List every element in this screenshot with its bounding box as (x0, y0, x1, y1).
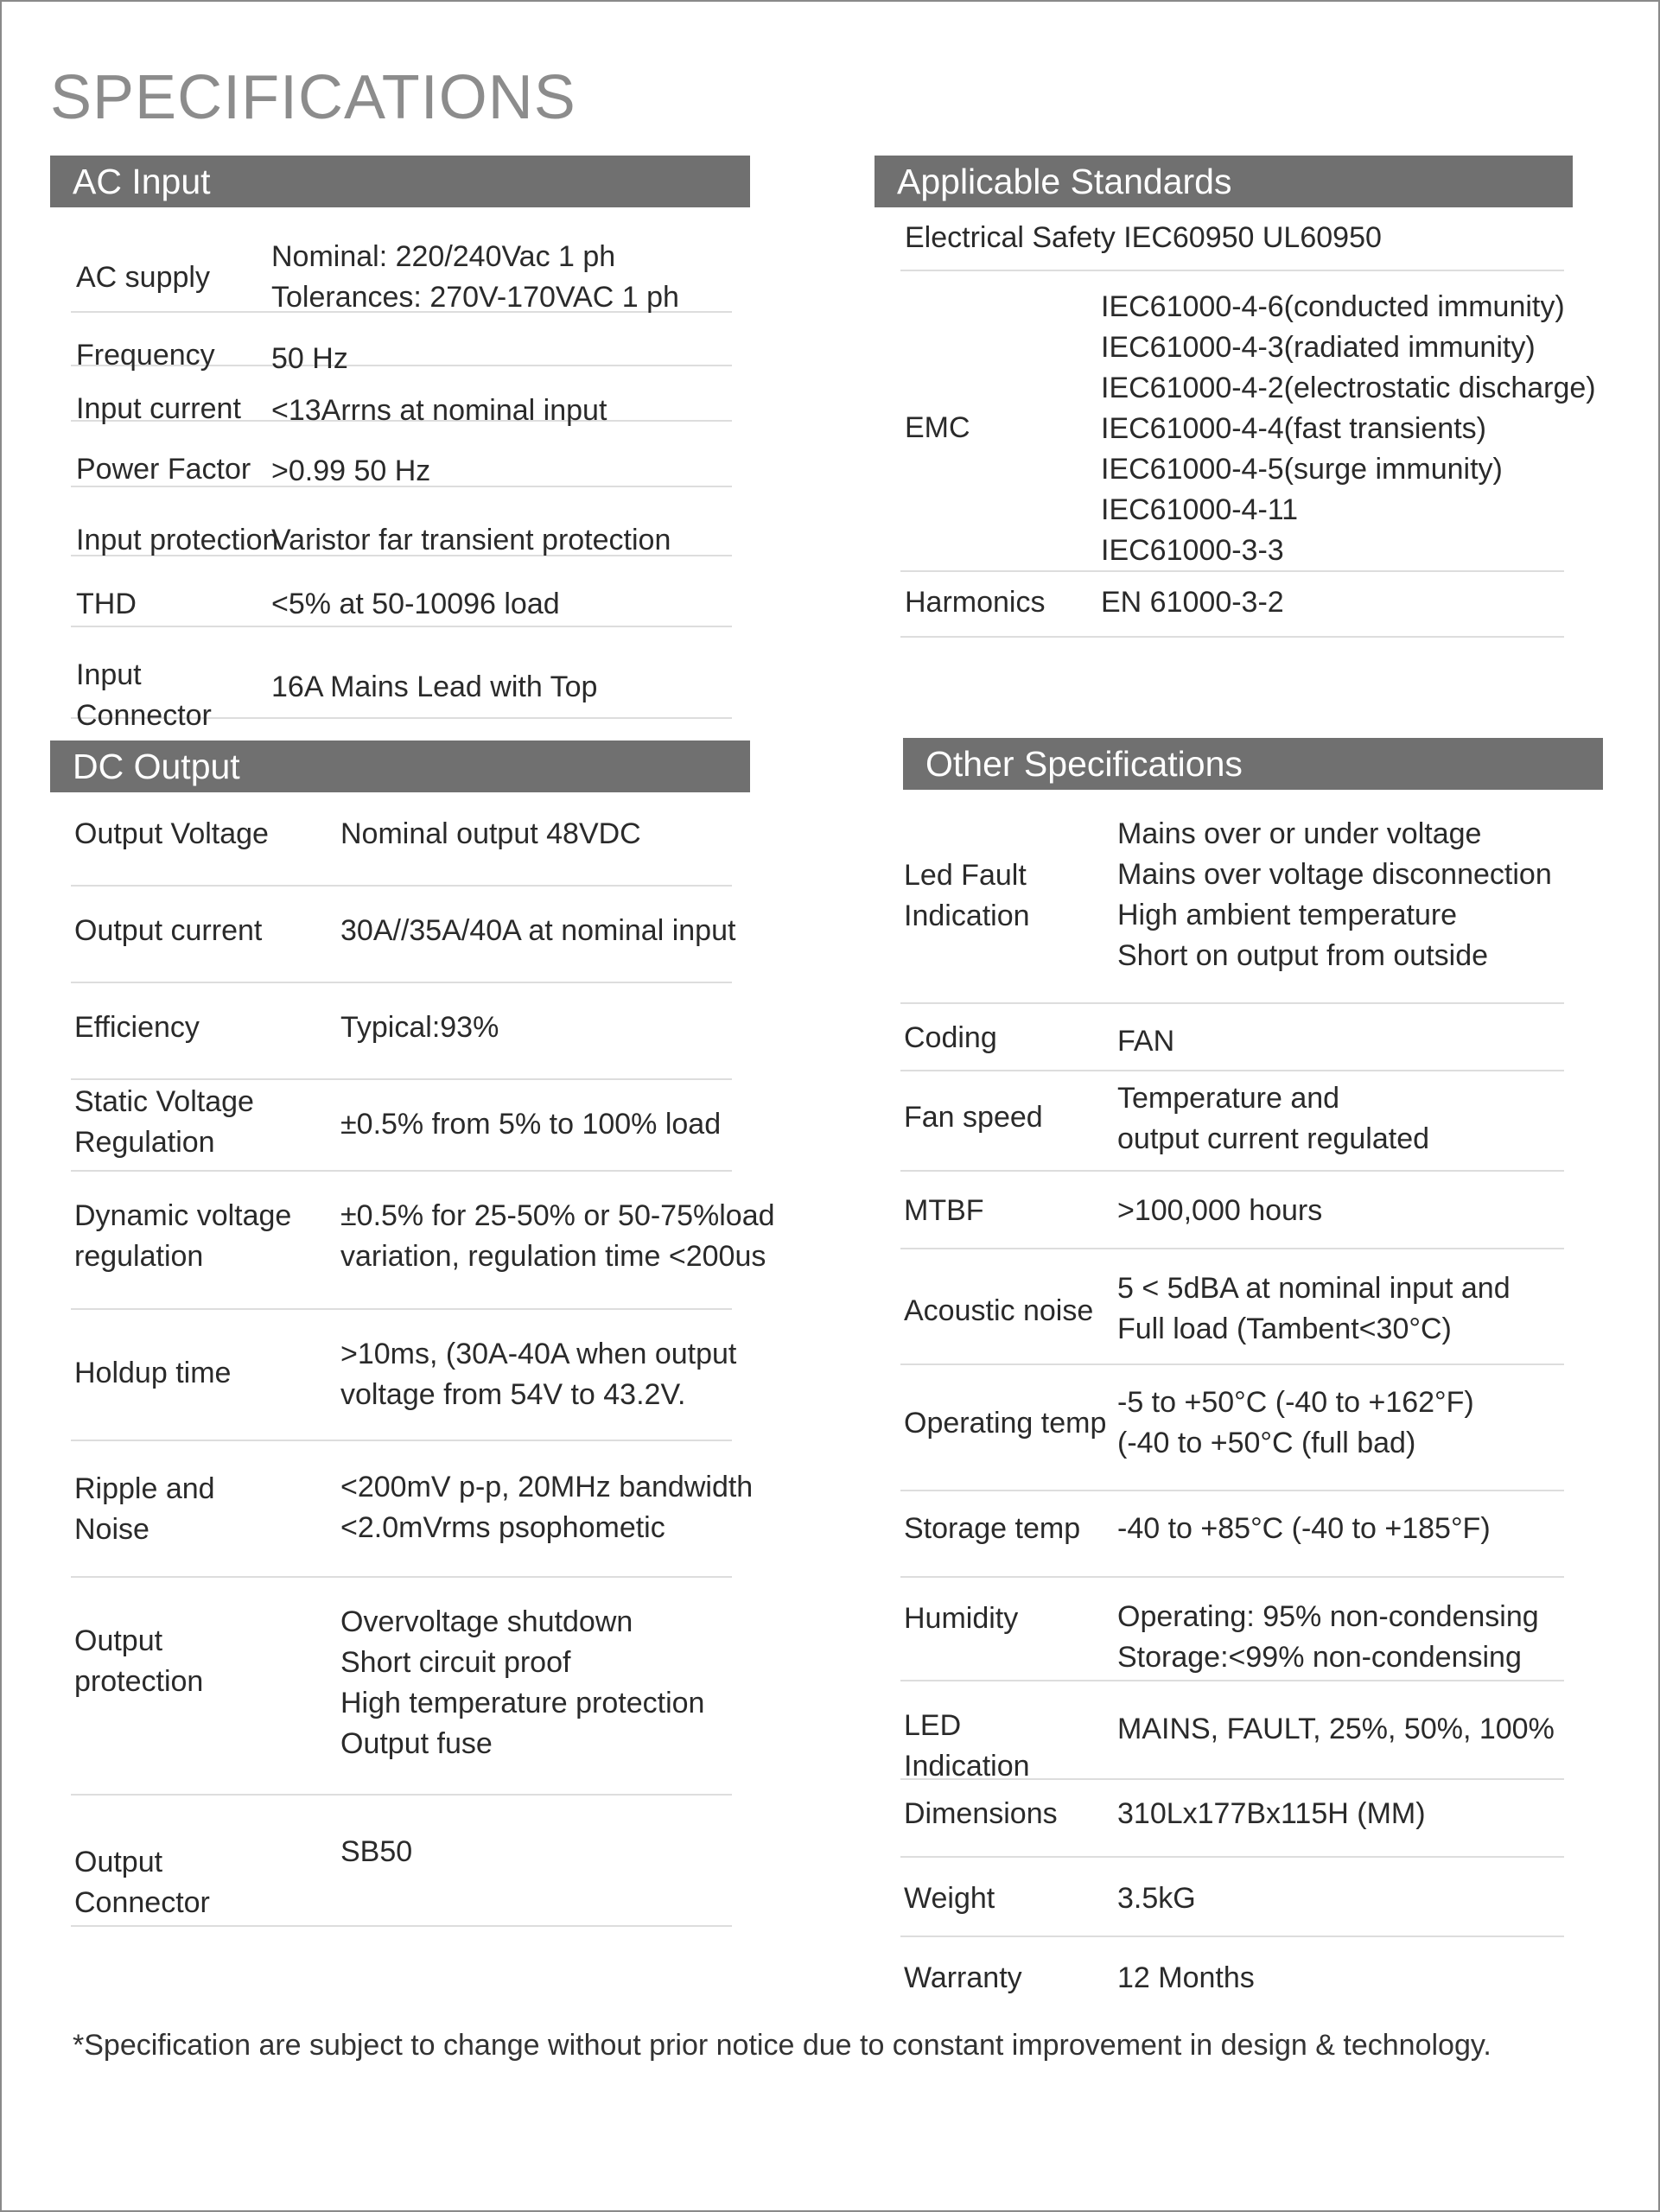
section-header-ac-input: AC Input (50, 156, 750, 207)
spec-row-divider (900, 1170, 1564, 1172)
spec-label-line: Noise (74, 1513, 149, 1546)
spec-row-divider (71, 885, 732, 887)
spec-value-line: Full load (Tambent<30°C) (1117, 1313, 1452, 1345)
spec-label (74, 814, 269, 855)
spec-value (1117, 1078, 1429, 1160)
spec-label-line: Fan speed (904, 1101, 1043, 1134)
spec-row-divider (71, 1576, 732, 1578)
spec-label-line: Power Factor (76, 453, 251, 486)
spec-value-line: Nominal: 220/240Vac 1 ph (271, 240, 616, 273)
spec-value (340, 1602, 704, 1764)
spec-label-line: protection (74, 1665, 204, 1698)
spec-label (76, 520, 278, 561)
spec-row-divider (71, 1794, 732, 1796)
spec-label-line: AC supply (76, 261, 210, 294)
spec-value (340, 814, 641, 855)
spec-value-line: Output fuse (340, 1727, 493, 1760)
spec-row-divider (900, 270, 1564, 271)
spec-value (1117, 1709, 1555, 1750)
spec-label-line: Electrical Safety IEC60950 UL60950 (905, 221, 1382, 254)
spec-row-divider (71, 1170, 732, 1172)
spec-row-divider (900, 1856, 1564, 1858)
spec-value-line: 50 Hz (271, 342, 348, 375)
spec-row-divider (900, 636, 1564, 638)
spec-value-line: Tolerances: 270V-170VAC 1 ph (271, 281, 679, 314)
spec-value-line: IEC61000-4-5(surge immunity) (1101, 453, 1503, 486)
spec-label (76, 655, 212, 736)
footnote: *Specification are subject to change without prior notice due to constant improvement in design & technology. (73, 2029, 1491, 2062)
spec-value (1117, 1794, 1426, 1834)
spec-value-line: ±0.5% from 5% to 100% load (340, 1108, 722, 1141)
spec-label (904, 1706, 1030, 1787)
spec-value-line: <200mV p-p, 20MHz bandwidth (340, 1471, 754, 1503)
spec-value-line: EN 61000-3-2 (1101, 586, 1284, 619)
spec-value (340, 1196, 775, 1277)
spec-value-line: IEC61000-4-4(fast transients) (1101, 412, 1486, 445)
spec-label (904, 1794, 1058, 1834)
spec-value (1117, 1191, 1322, 1231)
spec-label-line: Ripple and (74, 1472, 215, 1505)
spec-value-line: output current regulated (1117, 1122, 1430, 1155)
spec-label (76, 335, 215, 376)
spec-value-line: High temperature protection (340, 1687, 705, 1719)
spec-value-line: variation, regulation time <200us (340, 1240, 766, 1273)
section-header-dc-output: DC Output (50, 741, 750, 792)
spec-label-line: Efficiency (74, 1011, 200, 1044)
spec-label (76, 449, 251, 490)
spec-value-line: Operating: 95% non-condensing (1117, 1600, 1539, 1633)
spec-value-line: 3.5kG (1117, 1882, 1196, 1915)
spec-label-line: Dimensions (904, 1797, 1058, 1830)
spec-value-line: Overvoltage shutdown (340, 1605, 633, 1638)
spec-value (271, 520, 671, 561)
spec-row-divider (71, 626, 732, 627)
spec-label-line: Frequency (76, 339, 215, 372)
spec-value-line: Storage:<99% non-condensing (1117, 1641, 1522, 1674)
spec-label (76, 389, 241, 429)
spec-row-divider (900, 1002, 1564, 1004)
spec-label (74, 1082, 254, 1163)
spec-label-line: EMC (905, 411, 970, 444)
spec-row-divider (71, 982, 732, 983)
spec-value (271, 667, 597, 708)
spec-label-line: Connector (76, 699, 212, 732)
spec-label (904, 1599, 1018, 1639)
spec-value-line: voltage from 54V to 43.2V. (340, 1378, 686, 1411)
spec-label-line: regulation (74, 1240, 204, 1273)
spec-value (1117, 1021, 1174, 1062)
spec-label-line: Output Voltage (74, 817, 269, 850)
spec-label (905, 218, 1382, 258)
spec-label (905, 582, 1045, 623)
spec-row-divider (71, 1925, 732, 1927)
spec-label (74, 911, 262, 951)
spec-label (904, 1958, 1022, 1999)
spec-label-line: Output current (74, 914, 263, 947)
spec-value (1117, 1509, 1491, 1549)
spec-value-line: Mains over or under voltage (1117, 817, 1482, 850)
spec-label-line: Operating temp (904, 1407, 1107, 1440)
spec-label-line: Connector (74, 1886, 210, 1919)
spec-value-line: Mains over voltage disconnection (1117, 858, 1552, 891)
spec-value (1117, 1268, 1511, 1350)
spec-value (340, 1467, 753, 1548)
spec-label-line: LED (904, 1709, 962, 1742)
spec-value-line: IEC61000-4-6(conducted immunity) (1101, 290, 1565, 323)
spec-value-line: 12 Months (1117, 1961, 1255, 1994)
spec-label-line: Static Voltage (74, 1085, 254, 1118)
spec-value-line: IEC61000-4-2(electrostatic discharge) (1101, 372, 1596, 404)
spec-label (74, 1842, 210, 1923)
spec-value-line: (-40 to +50°C (full bad) (1117, 1427, 1416, 1459)
spec-label-line: Humidity (904, 1602, 1019, 1635)
spec-value (1117, 1382, 1474, 1464)
spec-label-line: Dynamic voltage (74, 1199, 292, 1232)
spec-row-divider (71, 1440, 732, 1441)
spec-value-line: <2.0mVrms psophometic (340, 1511, 665, 1544)
spec-value-line: <5% at 50-10096 load (271, 588, 560, 620)
spec-label (74, 1469, 215, 1550)
spec-label-line: Holdup time (74, 1357, 232, 1389)
spec-value (1117, 1958, 1255, 1999)
spec-value-line: Typical:93% (340, 1011, 499, 1044)
spec-value-line: 30A//35A/40A at nominal input (340, 914, 736, 947)
spec-value (1101, 287, 1596, 571)
spec-row-divider (900, 1680, 1564, 1681)
spec-value-line: ±0.5% for 25-50% or 50-75%load (340, 1199, 775, 1232)
spec-label-line: Output (74, 1624, 163, 1657)
spec-value-line: >100,000 hours (1117, 1194, 1323, 1227)
spec-label-line: Input protection (76, 524, 279, 556)
spec-label-line: Input (76, 658, 142, 691)
spec-label-line: Regulation (74, 1126, 215, 1159)
spec-value (340, 911, 735, 951)
spec-label-line: THD (76, 588, 137, 620)
spec-value-line: 16A Mains Lead with Top (271, 671, 598, 703)
spec-row-divider (900, 1070, 1564, 1071)
section-header-applicable-standards: Applicable Standards (875, 156, 1573, 207)
spec-value-line: 310Lx177Bx115H (MM) (1117, 1797, 1426, 1830)
spec-value-line: Nominal output 48VDC (340, 817, 641, 850)
spec-value-line: IEC61000-4-3(radiated immunity) (1101, 331, 1536, 364)
spec-row-divider (900, 1248, 1564, 1249)
spec-value-line: -40 to +85°C (-40 to +185°F) (1117, 1512, 1491, 1545)
spec-row-divider (900, 1576, 1564, 1578)
page-title: SPECIFICATIONS (50, 63, 576, 132)
spec-value-line: >0.99 50 Hz (271, 454, 431, 487)
spec-row-divider (71, 1078, 732, 1080)
spec-label-line: Acoustic noise (904, 1294, 1094, 1327)
spec-value-line: IEC61000-3-3 (1101, 534, 1284, 567)
spec-value-line: Short circuit proof (340, 1646, 571, 1679)
spec-label-line: Warranty (904, 1961, 1022, 1994)
spec-row-divider (900, 1490, 1564, 1491)
spec-label (76, 584, 137, 625)
spec-row-divider (71, 1308, 732, 1310)
spec-label-line: Input current (76, 392, 241, 425)
spec-label-line: Coding (904, 1021, 997, 1054)
spec-value (271, 584, 560, 625)
spec-value-line: High ambient temperature (1117, 899, 1458, 931)
spec-value (271, 339, 348, 379)
spec-label (904, 1403, 1106, 1444)
spec-value (340, 1104, 721, 1145)
spec-label (904, 1018, 997, 1058)
spec-label (76, 257, 210, 298)
spec-value-line: Temperature and (1117, 1082, 1340, 1115)
spec-value (340, 1832, 412, 1872)
spec-value (271, 237, 679, 318)
spec-value (340, 1334, 736, 1415)
spec-label (74, 1621, 203, 1702)
section-header-other-specifications: Other Specifications (903, 738, 1603, 790)
spec-row-divider (900, 1936, 1564, 1937)
spec-label (74, 1007, 200, 1048)
spec-value-line: IEC61000-4-11 (1101, 493, 1299, 526)
spec-value (1117, 1597, 1539, 1678)
spec-value (1101, 582, 1284, 623)
spec-label-line: Weight (904, 1882, 995, 1915)
spec-value-line: Short on output from outside (1117, 939, 1489, 972)
spec-label (904, 1097, 1043, 1138)
spec-value-line: FAN (1117, 1025, 1175, 1058)
spec-label-line: Indication (904, 899, 1030, 932)
spec-value (271, 391, 607, 431)
spec-value-line: Varistor far transient protection (271, 524, 671, 556)
spec-label-line: Output (74, 1846, 163, 1878)
spec-value-line: 5 < 5dBA at nominal input and (1117, 1272, 1511, 1305)
spec-value (340, 1007, 499, 1048)
spec-label (74, 1196, 291, 1277)
spec-label (904, 1191, 984, 1231)
spec-value-line: >10ms, (30A-40A when output (340, 1338, 737, 1370)
spec-value-line: MAINS, FAULT, 25%, 50%, 100% (1117, 1713, 1555, 1745)
spec-value (1117, 1878, 1196, 1919)
spec-value (271, 451, 430, 492)
spec-value-line: <13Arrns at nominal input (271, 394, 607, 427)
spec-value-line: -5 to +50°C (-40 to +162°F) (1117, 1386, 1474, 1419)
spec-label-line: Led Fault (904, 859, 1027, 892)
spec-label (904, 1878, 995, 1919)
spec-row-divider (900, 1363, 1564, 1365)
spec-label (905, 408, 970, 448)
spec-value (1117, 814, 1552, 976)
spec-label (904, 1291, 1093, 1332)
spec-label (904, 855, 1030, 937)
spec-label-line: Harmonics (905, 586, 1046, 619)
spec-label (74, 1353, 231, 1394)
spec-label-line: Storage temp (904, 1512, 1081, 1545)
spec-label (904, 1509, 1080, 1549)
spec-label-line: Indication (904, 1750, 1030, 1783)
spec-value-line: SB50 (340, 1835, 413, 1868)
spec-label-line: MTBF (904, 1194, 984, 1227)
